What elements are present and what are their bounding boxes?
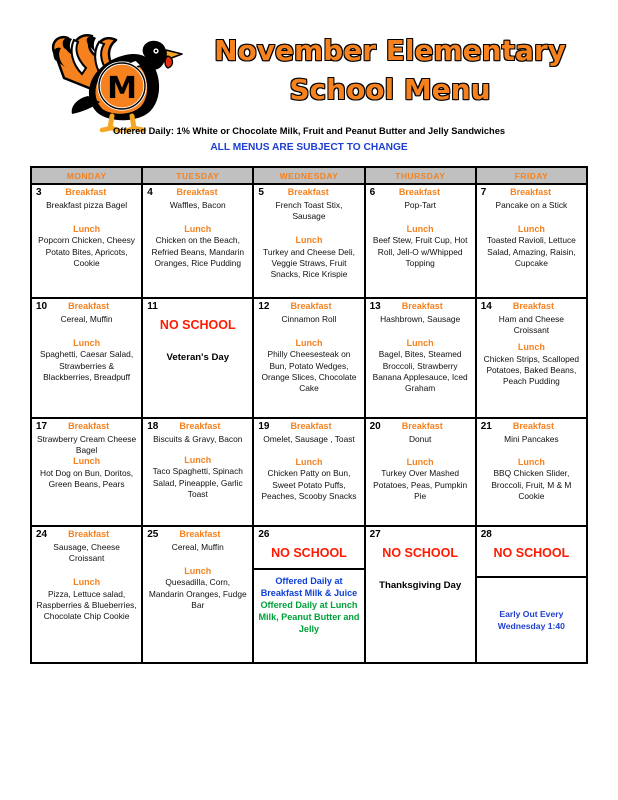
holiday-note: Thanksgiving Day — [379, 580, 462, 591]
breakfast-items: Omelet, Sausage , Toast — [263, 434, 355, 444]
breakfast-label: Breakfast — [510, 187, 552, 197]
page-header — [0, 0, 618, 166]
breakfast-label: Breakfast — [287, 187, 329, 197]
day-cell-17[interactable] — [31, 418, 142, 526]
lunch-items: Turkey Over Mashed Potatoes, Peas, Pumpkin Pie — [373, 468, 468, 501]
breakfast-items: Ham and Cheese Croissant — [498, 314, 564, 336]
breakfast-items: Cereal, Muffin — [171, 542, 224, 552]
breakfast-label: Breakfast — [290, 421, 332, 431]
lunch-label: Lunch — [406, 224, 434, 235]
breakfast-label: Breakfast — [512, 301, 554, 311]
day-cell-7[interactable] — [476, 184, 587, 298]
no-school-label: NO SCHOOL — [382, 546, 458, 560]
offered-daily-note: Offered Daily: 1% White or Chocolate Milk, Fruit and Peanut Butter and Jelly Sandwiches — [112, 126, 506, 136]
lunch-items: Spaghetti, Caesar Salad, Strawberries & Blackberries, Breadpuff — [40, 349, 134, 382]
day-cell-11[interactable] — [142, 298, 253, 418]
day-cell-18[interactable] — [142, 418, 253, 526]
day-header-monday: MONDAY — [31, 167, 142, 184]
breakfast-label: Breakfast — [68, 529, 110, 539]
day-number: 25 — [147, 529, 159, 540]
lunch-items: Pizza, Lettuce salad, Raspberries & Blueberries, Chocolate Chip Cookie — [36, 588, 137, 621]
day-header-friday: FRIDAY — [476, 167, 587, 184]
calendar-week-row — [31, 298, 587, 418]
lunch-label: Lunch — [73, 456, 101, 467]
calendar-week-row — [31, 184, 587, 298]
lunch-label: Lunch — [406, 457, 434, 468]
day-number: 17 — [36, 421, 48, 432]
lunch-items: Chicken Patty on Bun, Sweet Potato Puffs, Peaches, Scooby Snacks — [261, 468, 357, 501]
day-number: 13 — [369, 301, 381, 312]
day-cell-12[interactable] — [253, 298, 364, 418]
day-number: 7 — [480, 187, 487, 198]
lunch-items: Bagel, Bites, Steamed Broccoli, Strawberry Banana Applesauce, Iced Graham — [372, 349, 468, 393]
lunch-label: Lunch — [73, 224, 101, 235]
day-number: 10 — [36, 301, 48, 312]
day-header-tuesday: TUESDAY — [142, 167, 253, 184]
breakfast-label: Breakfast — [68, 301, 110, 311]
breakfast-label: Breakfast — [65, 187, 107, 197]
breakfast-items: Donut — [408, 434, 432, 444]
lunch-items: Taco Spaghetti, Spinach Salad, Pineapple, Garlic Toast — [152, 466, 243, 499]
calendar-week-row — [31, 526, 587, 663]
lunch-items: Hot Dog on Bun, Doritos, Green Beans, Pears — [40, 467, 134, 489]
lunch-label: Lunch — [73, 338, 101, 349]
day-number: 19 — [258, 421, 270, 432]
title-line-1: November Elementary — [214, 34, 566, 67]
day-number: 12 — [258, 301, 270, 312]
day-number: 14 — [480, 301, 492, 312]
day-number: 24 — [36, 529, 48, 540]
breakfast-offering-note: Offered Daily at Breakfast Milk & Juice — [260, 576, 358, 598]
day-cell-14[interactable] — [476, 298, 587, 418]
breakfast-items: Sausage, Cheese Croissant — [53, 542, 120, 564]
day-28-no-school-section — [477, 527, 586, 578]
breakfast-label: Breakfast — [398, 187, 440, 197]
day-number: 21 — [480, 421, 492, 432]
day-cell-26[interactable] — [253, 526, 364, 663]
breakfast-items: French Toast Stix, Sausage — [275, 200, 343, 222]
breakfast-label: Breakfast — [401, 301, 443, 311]
day-number: 27 — [369, 529, 381, 540]
day-number: 20 — [369, 421, 381, 432]
lunch-items: Toasted Ravioli, Lettuce Salad, Amazing, Raisin, Cupcake — [486, 235, 576, 268]
lunch-label: Lunch — [184, 224, 212, 235]
breakfast-label: Breakfast — [401, 421, 443, 431]
day-number: 28 — [480, 529, 492, 540]
lunch-items: Turkey and Cheese Deli, Veggie Straws, Fruit Snacks, Rice Krispie — [263, 246, 355, 279]
day-number: 3 — [36, 187, 42, 198]
lunch-label: Lunch — [517, 342, 545, 353]
breakfast-items: Cereal, Muffin — [60, 314, 113, 324]
breakfast-items: Breakfast pizza Bagel — [46, 200, 128, 210]
lunch-label: Lunch — [295, 338, 323, 349]
lunch-items: Chicken on the Beach, Refried Beans, Mandarin Oranges, Rice Pudding — [151, 235, 245, 268]
breakfast-label: Breakfast — [176, 187, 218, 197]
page-title — [190, 32, 590, 109]
day-number: 4 — [147, 187, 153, 198]
day-cell-3[interactable] — [31, 184, 142, 298]
breakfast-items: Hashbrown, Sausage — [380, 314, 461, 324]
breakfast-items: Mini Pancakes — [504, 434, 559, 444]
breakfast-items: Waffles, Bacon — [169, 200, 226, 210]
day-number: 18 — [147, 421, 159, 432]
calendar-week-row — [31, 418, 587, 526]
breakfast-items: Strawberry Cream Cheese Bagel — [37, 434, 137, 456]
breakfast-label: Breakfast — [179, 529, 221, 539]
day-cell-20[interactable] — [365, 418, 476, 526]
svg-text:M: M — [107, 71, 137, 106]
day-cell-25[interactable] — [142, 526, 253, 663]
lunch-label: Lunch — [73, 577, 101, 588]
day-cell-21[interactable] — [476, 418, 587, 526]
daily-offerings-note — [254, 570, 363, 638]
day-cell-28[interactable] — [476, 526, 587, 663]
day-number: 6 — [369, 187, 376, 198]
title-line-2: School Menu — [289, 72, 491, 106]
turkey-mascot-logo — [42, 26, 190, 138]
calendar-header-row — [31, 167, 587, 184]
breakfast-items: Biscuits & Gravy, Bacon — [153, 434, 243, 444]
no-school-label: NO SCHOOL — [493, 546, 570, 560]
day-cell-24[interactable] — [31, 526, 142, 663]
day-cell-4[interactable] — [142, 184, 253, 298]
breakfast-label: Breakfast — [179, 421, 221, 431]
lunch-items: Popcorn Chicken, Cheesy Potato Bites, Apricots, Cookie — [38, 235, 135, 268]
day-cell-6[interactable] — [365, 184, 476, 298]
early-out-section — [477, 578, 586, 636]
lunch-label: Lunch — [295, 457, 323, 468]
breakfast-items: Pancake on a Stick — [495, 200, 568, 210]
breakfast-label: Breakfast — [512, 421, 554, 431]
lunch-label: Lunch — [517, 457, 545, 468]
lunch-label: Lunch — [517, 224, 545, 235]
day-cell-27[interactable] — [365, 526, 476, 663]
lunch-label: Lunch — [406, 338, 434, 349]
day-26-no-school-section — [254, 527, 363, 570]
day-cell-19[interactable] — [253, 418, 364, 526]
day-number: 5 — [258, 187, 264, 198]
day-cell-13[interactable] — [365, 298, 476, 418]
day-cell-10[interactable] — [31, 298, 142, 418]
lunch-items: Chicken Strips, Scalloped Potatoes, Baked Beans, Peach Pudding — [483, 353, 580, 386]
day-header-wednesday: WEDNESDAY — [253, 167, 364, 184]
breakfast-label: Breakfast — [290, 301, 332, 311]
lunch-items: Philly Cheesesteak on Bun, Potato Wedges, Orange Slices, Chocolate Cake — [261, 349, 357, 393]
early-out-note: Early Out Every Wednesday 1:40 — [497, 609, 565, 631]
breakfast-label: Breakfast — [68, 421, 110, 431]
subject-to-change-note: ALL MENUS ARE SUBJECT TO CHANGE — [210, 142, 408, 153]
menu-calendar-table — [30, 166, 588, 664]
lunch-offering-note: Offered Daily at Lunch Milk, Peanut Butter and Jelly — [258, 600, 360, 634]
lunch-items: Quesadilla, Corn, Mandarin Oranges, Fudge Bar — [148, 577, 247, 610]
breakfast-items: Pop-Tart — [404, 200, 436, 210]
lunch-label: Lunch — [295, 235, 323, 246]
lunch-label: Lunch — [184, 566, 212, 577]
lunch-label: Lunch — [184, 455, 212, 466]
lunch-items: Beef Stew, Fruit Cup, Hot Roll, Jell-O w/Whipped Topping — [372, 235, 468, 268]
day-cell-5[interactable] — [253, 184, 364, 298]
day-number: 11 — [147, 301, 158, 312]
lunch-items: BBQ Chicken Slider, Broccoli, Fruit, M & M Cookie — [491, 468, 572, 501]
no-school-label: NO SCHOOL — [159, 318, 236, 332]
no-school-label: NO SCHOOL — [271, 546, 347, 560]
day-number: 26 — [258, 529, 270, 540]
day-header-thursday: THURSDAY — [365, 167, 476, 184]
holiday-note: Veteran's Day — [166, 352, 230, 363]
breakfast-items: Cinnamon Roll — [281, 314, 337, 324]
